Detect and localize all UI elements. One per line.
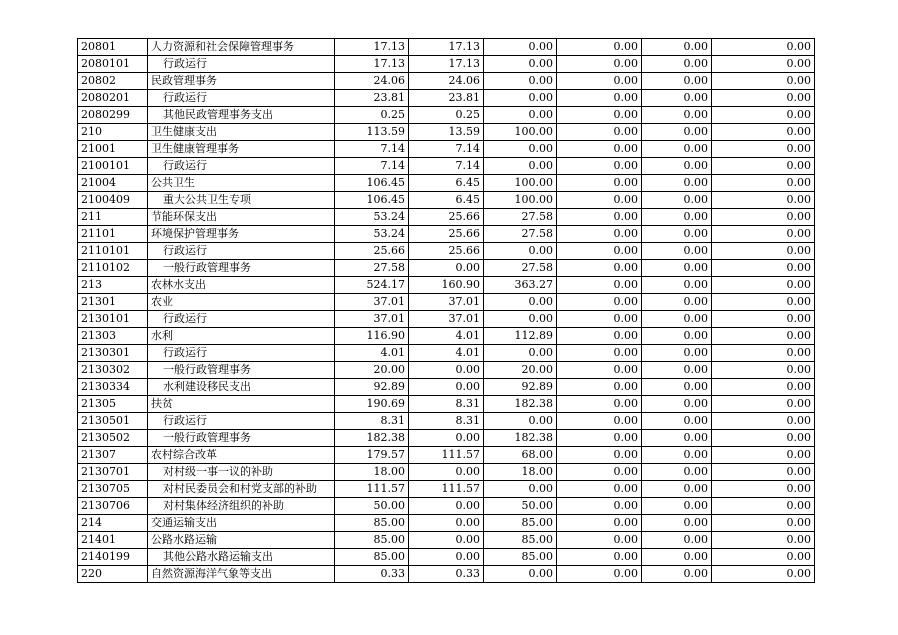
amount-cell: 25.66 bbox=[409, 209, 484, 226]
amount-cell: 0.00 bbox=[642, 481, 712, 498]
amount-cell: 0.00 bbox=[712, 175, 815, 192]
amount-cell: 0.00 bbox=[712, 566, 815, 583]
amount-cell: 0.00 bbox=[484, 141, 557, 158]
amount-cell: 17.13 bbox=[335, 56, 409, 73]
amount-cell: 100.00 bbox=[484, 124, 557, 141]
amount-cell: 0.00 bbox=[642, 39, 712, 56]
table-row bbox=[78, 498, 815, 515]
amount-cell: 0.00 bbox=[712, 56, 815, 73]
subject-code-cell: 2130706 bbox=[78, 498, 148, 515]
amount-cell: 0.00 bbox=[557, 226, 642, 243]
table-row bbox=[78, 464, 815, 481]
subject-code-cell: 210 bbox=[78, 124, 148, 141]
amount-cell: 0.00 bbox=[642, 209, 712, 226]
amount-cell: 0.00 bbox=[557, 141, 642, 158]
table-row bbox=[78, 345, 815, 362]
amount-cell: 0.00 bbox=[712, 515, 815, 532]
amount-cell: 106.45 bbox=[335, 175, 409, 192]
amount-cell: 0.00 bbox=[409, 515, 484, 532]
amount-cell: 0.00 bbox=[642, 277, 712, 294]
amount-cell: 0.00 bbox=[642, 464, 712, 481]
amount-cell: 50.00 bbox=[335, 498, 409, 515]
amount-cell: 17.13 bbox=[409, 39, 484, 56]
amount-cell: 0.00 bbox=[642, 345, 712, 362]
table-row bbox=[78, 124, 815, 141]
amount-cell: 24.06 bbox=[335, 73, 409, 90]
amount-cell: 0.00 bbox=[712, 362, 815, 379]
amount-cell: 0.00 bbox=[712, 413, 815, 430]
subject-name-cell: 一般行政管理事务 bbox=[148, 362, 335, 379]
amount-cell: 0.00 bbox=[557, 464, 642, 481]
amount-cell: 53.24 bbox=[335, 209, 409, 226]
subject-name-cell: 公共卫生 bbox=[148, 175, 335, 192]
amount-cell: 0.00 bbox=[642, 260, 712, 277]
subject-code-cell: 21307 bbox=[78, 447, 148, 464]
amount-cell: 4.01 bbox=[409, 345, 484, 362]
amount-cell: 0.00 bbox=[642, 124, 712, 141]
subject-code-cell: 214 bbox=[78, 515, 148, 532]
subject-code-cell: 211 bbox=[78, 209, 148, 226]
subject-name-cell: 行政运行 bbox=[148, 56, 335, 73]
amount-cell: 0.00 bbox=[642, 56, 712, 73]
amount-cell: 27.58 bbox=[484, 260, 557, 277]
amount-cell: 0.00 bbox=[484, 90, 557, 107]
subject-name-cell: 行政运行 bbox=[148, 413, 335, 430]
amount-cell: 0.00 bbox=[557, 56, 642, 73]
table-row bbox=[78, 209, 815, 226]
amount-cell: 0.00 bbox=[642, 294, 712, 311]
amount-cell: 363.27 bbox=[484, 277, 557, 294]
subject-code-cell: 220 bbox=[78, 566, 148, 583]
amount-cell: 85.00 bbox=[335, 549, 409, 566]
amount-cell: 0.00 bbox=[642, 90, 712, 107]
table-row bbox=[78, 73, 815, 90]
amount-cell: 100.00 bbox=[484, 192, 557, 209]
subject-code-cell: 2140199 bbox=[78, 549, 148, 566]
amount-cell: 85.00 bbox=[335, 515, 409, 532]
amount-cell: 0.00 bbox=[557, 379, 642, 396]
amount-cell: 0.00 bbox=[484, 481, 557, 498]
table-row bbox=[78, 141, 815, 158]
amount-cell: 0.00 bbox=[712, 90, 815, 107]
amount-cell: 0.00 bbox=[642, 549, 712, 566]
subject-code-cell: 21101 bbox=[78, 226, 148, 243]
amount-cell: 0.00 bbox=[409, 549, 484, 566]
subject-code-cell: 2100409 bbox=[78, 192, 148, 209]
amount-cell: 37.01 bbox=[335, 294, 409, 311]
amount-cell: 0.00 bbox=[712, 39, 815, 56]
amount-cell: 0.00 bbox=[642, 379, 712, 396]
amount-cell: 25.66 bbox=[409, 243, 484, 260]
amount-cell: 6.45 bbox=[409, 175, 484, 192]
amount-cell: 0.00 bbox=[712, 158, 815, 175]
subject-code-cell: 2080201 bbox=[78, 90, 148, 107]
amount-cell: 0.00 bbox=[642, 566, 712, 583]
amount-cell: 68.00 bbox=[484, 447, 557, 464]
subject-name-cell: 扶贫 bbox=[148, 396, 335, 413]
amount-cell: 0.00 bbox=[642, 498, 712, 515]
subject-name-cell: 农业 bbox=[148, 294, 335, 311]
amount-cell: 20.00 bbox=[335, 362, 409, 379]
subject-code-cell: 2130302 bbox=[78, 362, 148, 379]
amount-cell: 0.00 bbox=[409, 430, 484, 447]
amount-cell: 111.57 bbox=[409, 481, 484, 498]
amount-cell: 112.89 bbox=[484, 328, 557, 345]
amount-cell: 0.00 bbox=[712, 328, 815, 345]
subject-name-cell: 水利 bbox=[148, 328, 335, 345]
subject-name-cell: 卫生健康管理事务 bbox=[148, 141, 335, 158]
subject-name-cell: 节能环保支出 bbox=[148, 209, 335, 226]
amount-cell: 0.00 bbox=[557, 447, 642, 464]
amount-cell: 190.69 bbox=[335, 396, 409, 413]
table-row bbox=[78, 90, 815, 107]
amount-cell: 524.17 bbox=[335, 277, 409, 294]
amount-cell: 0.00 bbox=[557, 549, 642, 566]
subject-name-cell: 对村集体经济组织的补助 bbox=[148, 498, 335, 515]
table-row bbox=[78, 56, 815, 73]
amount-cell: 0.00 bbox=[642, 430, 712, 447]
amount-cell: 0.00 bbox=[557, 328, 642, 345]
amount-cell: 0.00 bbox=[642, 311, 712, 328]
subject-name-cell: 农林水支出 bbox=[148, 277, 335, 294]
amount-cell: 0.00 bbox=[642, 73, 712, 90]
amount-cell: 0.00 bbox=[484, 311, 557, 328]
amount-cell: 0.00 bbox=[712, 498, 815, 515]
table-row bbox=[78, 260, 815, 277]
amount-cell: 0.00 bbox=[557, 396, 642, 413]
amount-cell: 0.00 bbox=[484, 158, 557, 175]
amount-cell: 37.01 bbox=[335, 311, 409, 328]
amount-cell: 113.59 bbox=[335, 124, 409, 141]
table-row bbox=[78, 362, 815, 379]
amount-cell: 0.00 bbox=[642, 532, 712, 549]
amount-cell: 0.00 bbox=[642, 226, 712, 243]
table-row bbox=[78, 158, 815, 175]
amount-cell: 0.00 bbox=[642, 141, 712, 158]
amount-cell: 0.00 bbox=[409, 260, 484, 277]
subject-code-cell: 21305 bbox=[78, 396, 148, 413]
amount-cell: 23.81 bbox=[335, 90, 409, 107]
amount-cell: 92.89 bbox=[484, 379, 557, 396]
subject-name-cell: 行政运行 bbox=[148, 311, 335, 328]
table-row bbox=[78, 243, 815, 260]
amount-cell: 0.00 bbox=[712, 311, 815, 328]
amount-cell: 0.00 bbox=[557, 532, 642, 549]
amount-cell: 0.00 bbox=[712, 532, 815, 549]
table-row bbox=[78, 311, 815, 328]
amount-cell: 0.00 bbox=[557, 515, 642, 532]
subject-code-cell: 2130101 bbox=[78, 311, 148, 328]
amount-cell: 0.00 bbox=[712, 549, 815, 566]
amount-cell: 37.01 bbox=[409, 311, 484, 328]
amount-cell: 116.90 bbox=[335, 328, 409, 345]
subject-name-cell: 人力资源和社会保障管理事务 bbox=[148, 39, 335, 56]
amount-cell: 0.00 bbox=[642, 243, 712, 260]
amount-cell: 0.00 bbox=[557, 243, 642, 260]
amount-cell: 23.81 bbox=[409, 90, 484, 107]
amount-cell: 0.00 bbox=[712, 277, 815, 294]
amount-cell: 0.00 bbox=[642, 158, 712, 175]
subject-name-cell: 对村民委员会和村党支部的补助 bbox=[148, 481, 335, 498]
table-row bbox=[78, 226, 815, 243]
amount-cell: 179.57 bbox=[335, 447, 409, 464]
subject-code-cell: 2130705 bbox=[78, 481, 148, 498]
subject-name-cell: 农村综合改革 bbox=[148, 447, 335, 464]
table-row bbox=[78, 413, 815, 430]
amount-cell: 0.00 bbox=[484, 107, 557, 124]
subject-name-cell: 自然资源海洋气象等支出 bbox=[148, 566, 335, 583]
amount-cell: 0.00 bbox=[712, 243, 815, 260]
amount-cell: 17.13 bbox=[409, 56, 484, 73]
table-row bbox=[78, 532, 815, 549]
amount-cell: 0.00 bbox=[557, 430, 642, 447]
amount-cell: 0.00 bbox=[557, 362, 642, 379]
subject-name-cell: 一般行政管理事务 bbox=[148, 430, 335, 447]
table-row bbox=[78, 396, 815, 413]
subject-code-cell: 2110101 bbox=[78, 243, 148, 260]
table-row bbox=[78, 294, 815, 311]
amount-cell: 0.00 bbox=[409, 464, 484, 481]
amount-cell: 8.31 bbox=[409, 413, 484, 430]
subject-name-cell: 公路水路运输 bbox=[148, 532, 335, 549]
amount-cell: 0.00 bbox=[712, 396, 815, 413]
amount-cell: 0.00 bbox=[712, 141, 815, 158]
amount-cell: 182.38 bbox=[335, 430, 409, 447]
amount-cell: 17.13 bbox=[335, 39, 409, 56]
amount-cell: 27.58 bbox=[335, 260, 409, 277]
amount-cell: 0.00 bbox=[557, 498, 642, 515]
subject-code-cell: 2130301 bbox=[78, 345, 148, 362]
subject-name-cell: 行政运行 bbox=[148, 90, 335, 107]
amount-cell: 111.57 bbox=[409, 447, 484, 464]
table-row bbox=[78, 107, 815, 124]
amount-cell: 0.00 bbox=[712, 294, 815, 311]
subject-code-cell: 2130501 bbox=[78, 413, 148, 430]
amount-cell: 0.00 bbox=[484, 39, 557, 56]
amount-cell: 0.00 bbox=[409, 498, 484, 515]
subject-code-cell: 21001 bbox=[78, 141, 148, 158]
amount-cell: 18.00 bbox=[335, 464, 409, 481]
amount-cell: 0.00 bbox=[557, 124, 642, 141]
amount-cell: 7.14 bbox=[335, 141, 409, 158]
subject-name-cell: 其他公路水路运输支出 bbox=[148, 549, 335, 566]
amount-cell: 20.00 bbox=[484, 362, 557, 379]
amount-cell: 4.01 bbox=[409, 328, 484, 345]
amount-cell: 182.38 bbox=[484, 396, 557, 413]
subject-code-cell: 21401 bbox=[78, 532, 148, 549]
amount-cell: 6.45 bbox=[409, 192, 484, 209]
subject-code-cell: 2110102 bbox=[78, 260, 148, 277]
table-row bbox=[78, 566, 815, 583]
amount-cell: 0.00 bbox=[642, 107, 712, 124]
amount-cell: 0.00 bbox=[642, 396, 712, 413]
table-row bbox=[78, 175, 815, 192]
subject-code-cell: 2100101 bbox=[78, 158, 148, 175]
amount-cell: 8.31 bbox=[335, 413, 409, 430]
subject-name-cell: 行政运行 bbox=[148, 243, 335, 260]
amount-cell: 0.00 bbox=[484, 566, 557, 583]
amount-cell: 0.00 bbox=[557, 413, 642, 430]
amount-cell: 0.00 bbox=[409, 532, 484, 549]
amount-cell: 25.66 bbox=[409, 226, 484, 243]
amount-cell: 0.00 bbox=[557, 481, 642, 498]
amount-cell: 0.00 bbox=[712, 209, 815, 226]
subject-code-cell: 20801 bbox=[78, 39, 148, 56]
amount-cell: 0.33 bbox=[335, 566, 409, 583]
amount-cell: 0.00 bbox=[557, 345, 642, 362]
amount-cell: 111.57 bbox=[335, 481, 409, 498]
subject-code-cell: 213 bbox=[78, 277, 148, 294]
table-row bbox=[78, 379, 815, 396]
table-row bbox=[78, 515, 815, 532]
subject-name-cell: 环境保护管理事务 bbox=[148, 226, 335, 243]
amount-cell: 0.00 bbox=[409, 379, 484, 396]
amount-cell: 0.00 bbox=[557, 39, 642, 56]
amount-cell: 0.00 bbox=[712, 73, 815, 90]
amount-cell: 0.00 bbox=[712, 430, 815, 447]
amount-cell: 4.01 bbox=[335, 345, 409, 362]
subject-name-cell: 交通运输支出 bbox=[148, 515, 335, 532]
table-body bbox=[78, 39, 815, 583]
amount-cell: 0.00 bbox=[409, 362, 484, 379]
amount-cell: 8.31 bbox=[409, 396, 484, 413]
subject-code-cell: 2080101 bbox=[78, 56, 148, 73]
amount-cell: 0.00 bbox=[557, 90, 642, 107]
amount-cell: 0.00 bbox=[484, 294, 557, 311]
amount-cell: 7.14 bbox=[409, 158, 484, 175]
amount-cell: 0.00 bbox=[712, 345, 815, 362]
amount-cell: 0.00 bbox=[642, 362, 712, 379]
subject-name-cell: 行政运行 bbox=[148, 158, 335, 175]
amount-cell: 0.33 bbox=[409, 566, 484, 583]
amount-cell: 106.45 bbox=[335, 192, 409, 209]
amount-cell: 0.00 bbox=[557, 107, 642, 124]
amount-cell: 0.00 bbox=[557, 311, 642, 328]
table-row bbox=[78, 277, 815, 294]
subject-name-cell: 对村级一事一议的补助 bbox=[148, 464, 335, 481]
amount-cell: 0.00 bbox=[484, 413, 557, 430]
amount-cell: 37.01 bbox=[409, 294, 484, 311]
subject-code-cell: 2130502 bbox=[78, 430, 148, 447]
amount-cell: 0.00 bbox=[642, 192, 712, 209]
amount-cell: 0.00 bbox=[642, 515, 712, 532]
amount-cell: 0.00 bbox=[642, 328, 712, 345]
amount-cell: 0.00 bbox=[712, 107, 815, 124]
amount-cell: 0.25 bbox=[335, 107, 409, 124]
amount-cell: 0.00 bbox=[712, 124, 815, 141]
table-row bbox=[78, 39, 815, 56]
amount-cell: 182.38 bbox=[484, 430, 557, 447]
amount-cell: 85.00 bbox=[484, 549, 557, 566]
amount-cell: 0.00 bbox=[557, 73, 642, 90]
amount-cell: 0.00 bbox=[712, 192, 815, 209]
subject-name-cell: 卫生健康支出 bbox=[148, 124, 335, 141]
amount-cell: 18.00 bbox=[484, 464, 557, 481]
subject-code-cell: 2130334 bbox=[78, 379, 148, 396]
amount-cell: 0.00 bbox=[557, 566, 642, 583]
subject-name-cell: 一般行政管理事务 bbox=[148, 260, 335, 277]
amount-cell: 92.89 bbox=[335, 379, 409, 396]
amount-cell: 0.00 bbox=[557, 175, 642, 192]
amount-cell: 25.66 bbox=[335, 243, 409, 260]
amount-cell: 0.25 bbox=[409, 107, 484, 124]
amount-cell: 0.00 bbox=[712, 447, 815, 464]
amount-cell: 24.06 bbox=[409, 73, 484, 90]
amount-cell: 100.00 bbox=[484, 175, 557, 192]
budget-table bbox=[77, 38, 815, 583]
amount-cell: 53.24 bbox=[335, 226, 409, 243]
table-row bbox=[78, 430, 815, 447]
amount-cell: 0.00 bbox=[557, 192, 642, 209]
subject-name-cell: 重大公共卫生专项 bbox=[148, 192, 335, 209]
amount-cell: 0.00 bbox=[642, 175, 712, 192]
amount-cell: 0.00 bbox=[484, 56, 557, 73]
amount-cell: 85.00 bbox=[335, 532, 409, 549]
table-row bbox=[78, 481, 815, 498]
amount-cell: 27.58 bbox=[484, 226, 557, 243]
amount-cell: 0.00 bbox=[484, 73, 557, 90]
amount-cell: 85.00 bbox=[484, 532, 557, 549]
table-row bbox=[78, 192, 815, 209]
amount-cell: 0.00 bbox=[712, 481, 815, 498]
table-row bbox=[78, 447, 815, 464]
amount-cell: 27.58 bbox=[484, 209, 557, 226]
subject-code-cell: 21301 bbox=[78, 294, 148, 311]
subject-name-cell: 民政管理事务 bbox=[148, 73, 335, 90]
amount-cell: 85.00 bbox=[484, 515, 557, 532]
amount-cell: 0.00 bbox=[712, 464, 815, 481]
amount-cell: 160.90 bbox=[409, 277, 484, 294]
amount-cell: 0.00 bbox=[712, 379, 815, 396]
amount-cell: 0.00 bbox=[642, 413, 712, 430]
amount-cell: 0.00 bbox=[484, 243, 557, 260]
amount-cell: 50.00 bbox=[484, 498, 557, 515]
subject-name-cell: 行政运行 bbox=[148, 345, 335, 362]
amount-cell: 7.14 bbox=[409, 141, 484, 158]
subject-code-cell: 20802 bbox=[78, 73, 148, 90]
subject-code-cell: 2080299 bbox=[78, 107, 148, 124]
amount-cell: 0.00 bbox=[557, 294, 642, 311]
amount-cell: 13.59 bbox=[409, 124, 484, 141]
amount-cell: 0.00 bbox=[557, 260, 642, 277]
amount-cell: 0.00 bbox=[712, 260, 815, 277]
amount-cell: 0.00 bbox=[557, 277, 642, 294]
amount-cell: 0.00 bbox=[557, 158, 642, 175]
subject-code-cell: 2130701 bbox=[78, 464, 148, 481]
amount-cell: 0.00 bbox=[484, 345, 557, 362]
amount-cell: 7.14 bbox=[335, 158, 409, 175]
subject-name-cell: 水利建设移民支出 bbox=[148, 379, 335, 396]
table-row bbox=[78, 549, 815, 566]
table-row bbox=[78, 328, 815, 345]
subject-code-cell: 21303 bbox=[78, 328, 148, 345]
subject-name-cell: 其他民政管理事务支出 bbox=[148, 107, 335, 124]
amount-cell: 0.00 bbox=[557, 209, 642, 226]
amount-cell: 0.00 bbox=[712, 226, 815, 243]
subject-code-cell: 21004 bbox=[78, 175, 148, 192]
amount-cell: 0.00 bbox=[642, 447, 712, 464]
